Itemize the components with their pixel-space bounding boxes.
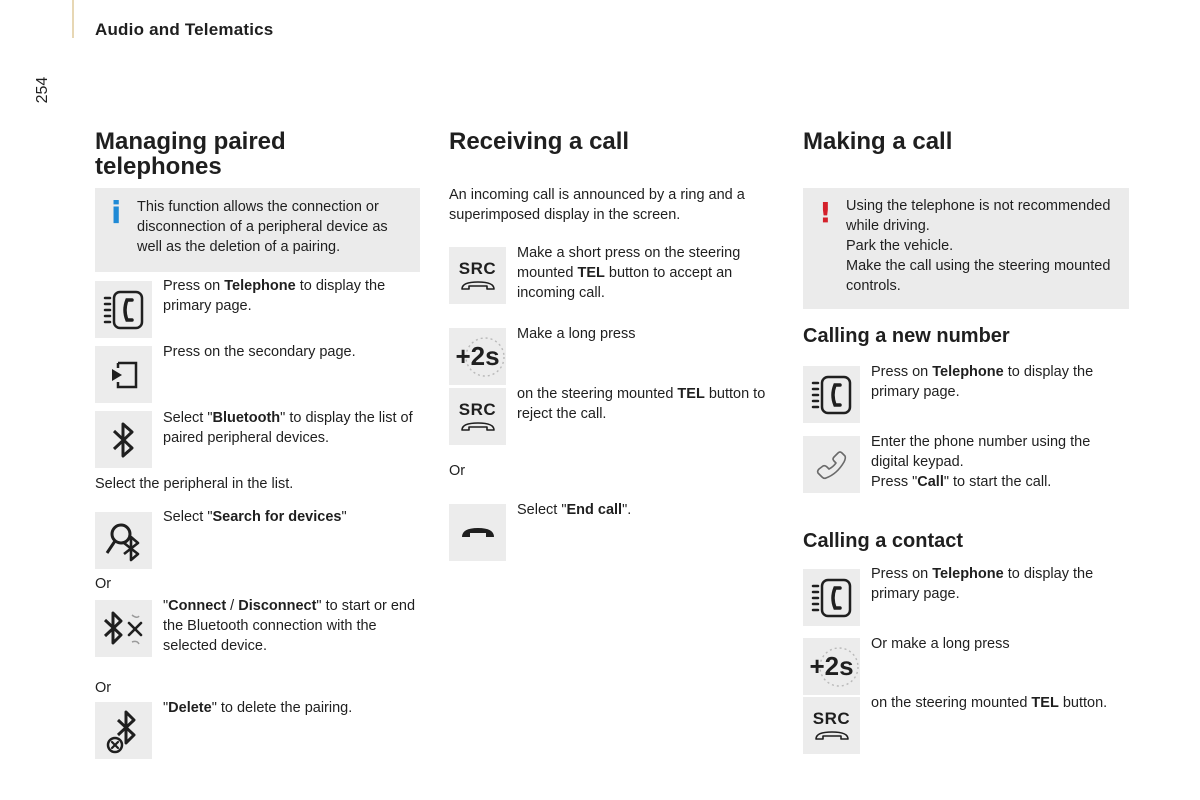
- info-note: [95, 188, 420, 272]
- step-bluetooth-text: Select "Bluetooth" to display the list of paired peripheral devices.: [163, 410, 413, 446]
- src-button-icon: SRC: [449, 247, 506, 304]
- select-peripheral-text: Select the peripheral in the list.: [95, 476, 294, 492]
- step-telephone-text: Press on Telephone to display the primary page.: [163, 278, 386, 314]
- long-press-icon: +2s: [449, 328, 506, 385]
- step-secondary-text: Press on the secondary page.: [163, 344, 356, 360]
- step-delete-text: "Delete" to delete the pairing.: [163, 700, 353, 716]
- bluetooth-icon: [95, 411, 152, 468]
- handset-icon: [803, 436, 860, 493]
- warning-icon: !: [819, 196, 832, 229]
- calling-new-number-title: Calling a new number: [803, 325, 1010, 347]
- reject-call-text: on the steering mounted TEL button to reject the call.: [517, 386, 766, 422]
- telephone-icon: [803, 569, 860, 626]
- telephone-icon: [803, 366, 860, 423]
- c-tel-text: on the steering mounted TEL button.: [871, 695, 1108, 711]
- incoming-intro-text: An incoming call is announced by a ring and a superimposed display in the screen.: [449, 187, 745, 223]
- end-call-text: Select "End call".: [517, 502, 632, 518]
- nn-keypad-text: Enter the phone number using the digital keypad. Press "Call" to start the call.: [871, 434, 1091, 490]
- src-button-icon: SRC: [449, 388, 506, 445]
- making-call-title: Making a call: [803, 128, 953, 155]
- calling-contact-title: Calling a contact: [803, 530, 964, 552]
- step-search-text: Select "Search for devices": [163, 509, 347, 525]
- or-label: Or: [95, 576, 112, 592]
- end-call-icon: [449, 504, 506, 561]
- receiving-call-title: Receiving a call: [449, 128, 630, 155]
- info-note-text: This function allows the connection or disconnection of a peripheral device as well as the deletion of a pairing.: [137, 199, 388, 255]
- warning-note: [803, 188, 1129, 309]
- step-connect-text: "Connect / Disconnect" to start or end the Bluetooth connection with the selected device.: [163, 598, 416, 654]
- or-label: Or: [449, 463, 466, 479]
- managing-paired-title: Managing paired telephones: [95, 128, 286, 180]
- margin-rule: [72, 0, 74, 38]
- long-press-icon: +2s: [803, 638, 860, 695]
- telephone-icon: [95, 281, 152, 338]
- search-devices-icon: [95, 512, 152, 569]
- info-icon: i: [111, 196, 122, 231]
- warning-text: Using the telephone is not recommended while driving. Park the vehicle. Make the call using the steering mounted controls.: [846, 198, 1111, 294]
- c-long-press-text: Or make a long press: [871, 636, 1010, 652]
- src-button-icon: SRC: [803, 697, 860, 754]
- c-telephone-text: Press on Telephone to display the primary page.: [871, 566, 1094, 602]
- section-title: Audio and Telematics: [95, 20, 274, 39]
- nn-telephone-text: Press on Telephone to display the primary page.: [871, 364, 1094, 400]
- delete-pairing-icon: [95, 702, 152, 759]
- or-label: Or: [95, 680, 112, 696]
- accept-call-text: Make a short press on the steering mounted TEL button to accept an incoming call.: [517, 245, 741, 301]
- page-number: 254: [34, 76, 51, 104]
- connect-disconnect-icon: [95, 600, 152, 657]
- long-press-text: Make a long press: [517, 326, 636, 342]
- secondary-page-icon: [95, 346, 152, 403]
